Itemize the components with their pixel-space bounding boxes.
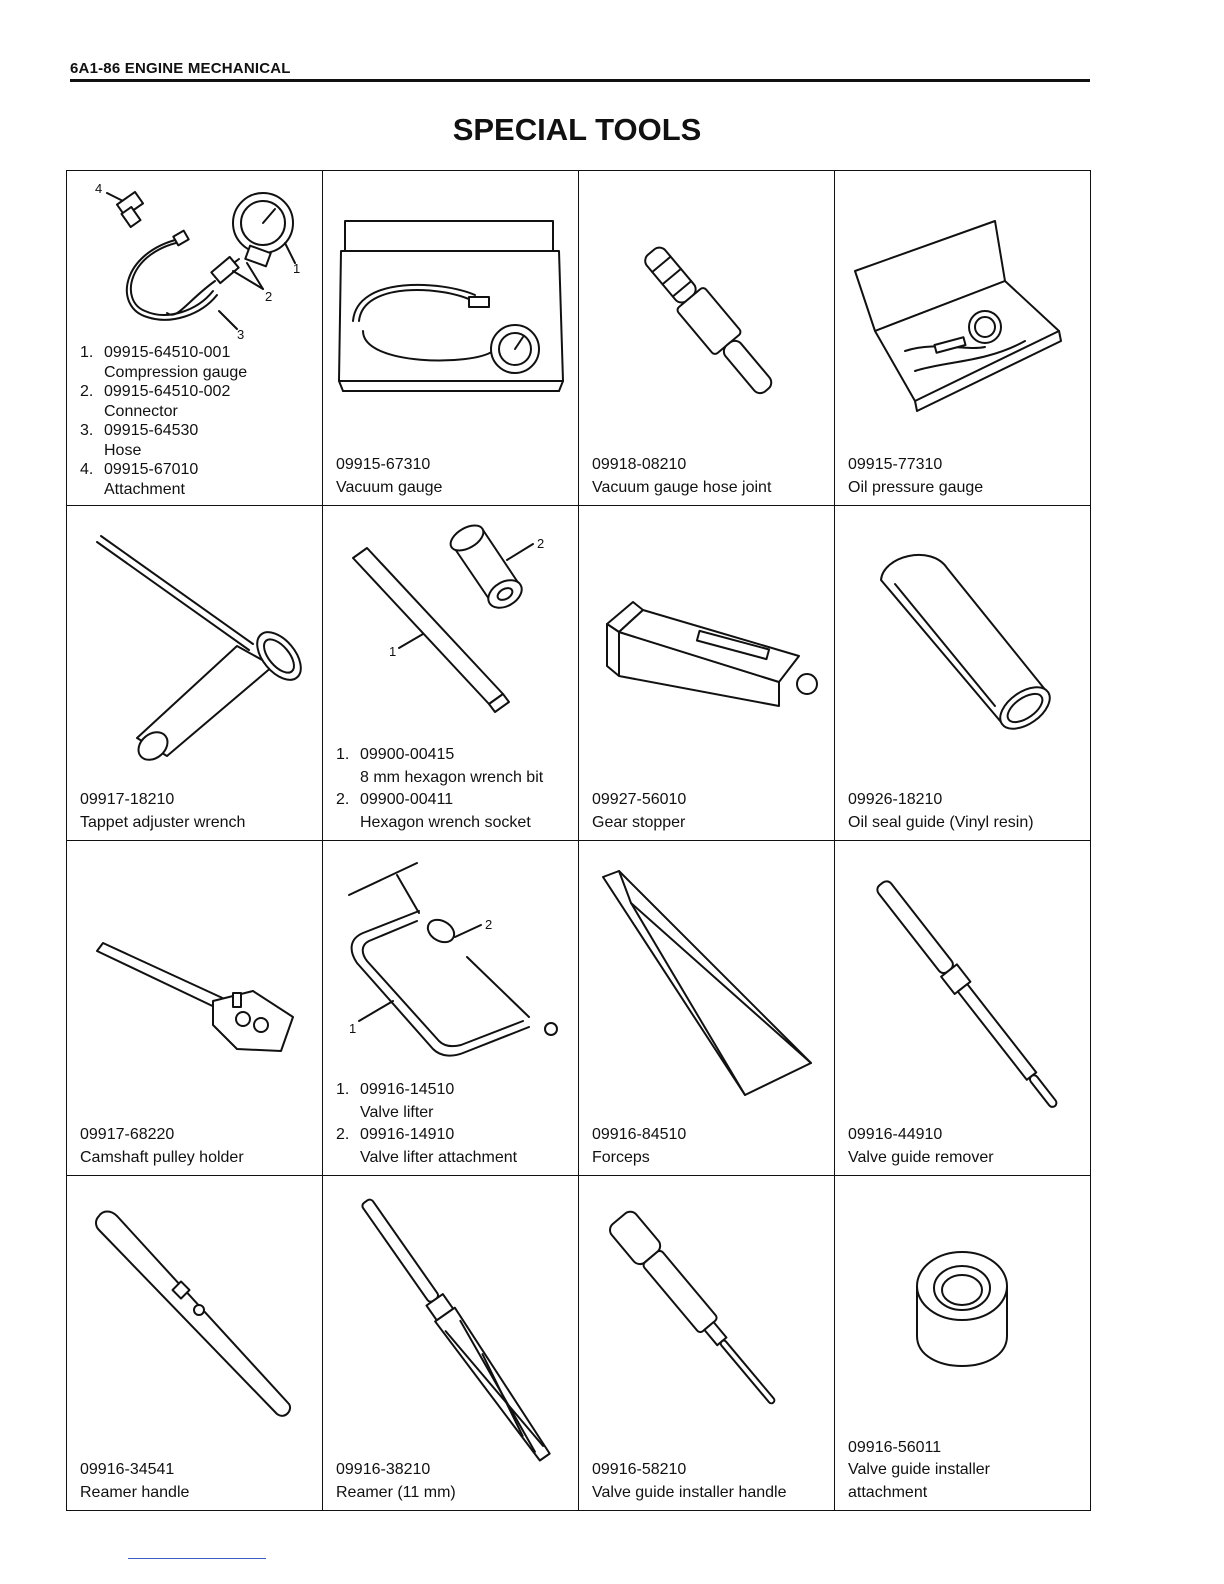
installer-handle-illustration <box>579 1176 833 1476</box>
tool-cell-valve-lifter <box>323 841 579 1176</box>
tool-caption <box>848 1124 1084 1169</box>
tool-code: 09916-34541 <box>80 1461 175 1478</box>
tool-caption <box>80 789 316 834</box>
camshaft-holder-illustration <box>67 841 321 1141</box>
tool-cell-valve-guide-remover <box>835 841 1091 1176</box>
tool-code: 09927-56010 <box>592 791 687 808</box>
tool-caption <box>80 1124 316 1169</box>
tool-name: Oil seal guide (Vinyl resin) <box>848 813 1034 831</box>
tool-cell-installer-attachment <box>835 1176 1091 1511</box>
tool-name: Vacuum gauge hose joint <box>592 478 772 496</box>
tool-name: Valve lifter attachment <box>360 1148 518 1166</box>
tool-caption <box>336 1459 572 1504</box>
tool-code: 09917-18210 <box>80 791 175 808</box>
callout-1: 1 <box>389 644 397 659</box>
tappet-wrench-illustration <box>67 506 321 806</box>
tool-name: Vacuum gauge <box>336 478 443 496</box>
page-header: 6A1-86 ENGINE MECHANICAL <box>70 60 1090 82</box>
tool-name: Reamer (11 mm) <box>336 1483 456 1501</box>
forceps-illustration <box>579 841 833 1141</box>
callout-2: 2 <box>537 536 545 551</box>
hose-joint-illustration <box>579 171 833 471</box>
tool-cell-reamer-handle <box>67 1176 323 1511</box>
tool-code: 09916-44910 <box>848 1126 943 1143</box>
tool-caption <box>592 1124 828 1169</box>
tool-code: 09916-14910 <box>360 1126 455 1143</box>
callout-3: 3 <box>237 327 245 342</box>
tool-name: 8 mm hexagon wrench bit <box>360 768 544 786</box>
tool-caption <box>592 789 828 834</box>
callout-1: 1 <box>349 1021 357 1036</box>
tool-caption <box>80 1459 316 1504</box>
tool-code: 09917-68220 <box>80 1126 175 1143</box>
tool-name: Camshaft pulley holder <box>80 1148 244 1166</box>
tool-name: Tappet adjuster wrench <box>80 813 246 831</box>
callout-1: 1 <box>293 261 301 276</box>
tool-cell-tappet-wrench <box>67 506 323 841</box>
tool-cell-hose-joint <box>579 171 835 506</box>
tool-name: Valve guide installer handle <box>592 1483 787 1501</box>
tool-name: Hexagon wrench socket <box>360 813 531 831</box>
gear-stopper-illustration <box>579 506 833 806</box>
oil-pressure-gauge-illustration <box>835 171 1089 471</box>
tool-cell-camshaft-pulley-holder <box>67 841 323 1176</box>
tool-caption: 1. 09916-14510 Valve lifter 2. 09916-14910 Valve lifter attachment <box>336 1079 572 1169</box>
tool-name: Reamer handle <box>80 1483 190 1501</box>
tool-code: 09915-67310 <box>336 456 431 473</box>
tool-code: 09915-77310 <box>848 456 943 473</box>
tool-caption: 1. 09915-64510-001 Compression gauge 2. 09915-64510-002 Connector 3. 09915-64530 Hose 4. 09915-67010 Attachment <box>80 343 316 499</box>
callout-4: 4 <box>95 181 103 196</box>
tool-caption <box>336 454 572 499</box>
reamer-illustration <box>323 1176 577 1476</box>
tools-table <box>66 170 1091 1511</box>
tool-cell-vacuum-gauge <box>323 171 579 506</box>
tool-cell-compression-gauge <box>67 171 323 506</box>
oil-seal-guide-illustration <box>835 506 1089 806</box>
tool-cell-oil-seal-guide <box>835 506 1091 841</box>
tool-cell-forceps <box>579 841 835 1176</box>
tool-name: Valve guide remover <box>848 1148 994 1166</box>
tool-caption <box>848 1437 1084 1505</box>
tool-code: 09915-64530 <box>104 422 199 439</box>
tool-name: Oil pressure gauge <box>848 478 984 496</box>
tool-name-continued: attachment <box>848 1483 928 1501</box>
tool-code: 09916-56011 <box>848 1438 942 1456</box>
tool-caption <box>848 789 1084 834</box>
tool-name: Gear stopper <box>592 813 686 831</box>
footer-rule <box>128 1558 266 1559</box>
tool-code: 09918-08210 <box>592 456 687 473</box>
tool-name: Valve lifter <box>360 1103 434 1121</box>
tool-caption <box>592 454 828 499</box>
tool-code: 09916-58210 <box>592 1461 687 1478</box>
tool-code: 09900-00411 <box>360 791 454 808</box>
callout-2: 2 <box>485 917 493 932</box>
installer-attachment-illustration <box>835 1176 1089 1476</box>
valve-guide-remover-illustration <box>835 841 1089 1141</box>
tool-cell-hexagon-wrench <box>323 506 579 841</box>
tool-code: 09916-84510 <box>592 1126 687 1143</box>
tool-cell-gear-stopper <box>579 506 835 841</box>
tool-code: 09900-00415 <box>360 746 455 763</box>
tool-caption: 1. 09900-00415 8 mm hexagon wrench bit 2. 09900-00411 Hexagon wrench socket <box>336 744 572 834</box>
tool-cell-installer-handle <box>579 1176 835 1511</box>
tool-caption <box>848 454 1084 499</box>
tool-cell-oil-pressure-gauge <box>835 171 1091 506</box>
tool-caption <box>592 1459 828 1504</box>
tool-code: 09916-14510 <box>360 1081 455 1098</box>
tool-name: Connector <box>104 402 178 420</box>
tool-name: Attachment <box>104 480 185 498</box>
tool-name: Compression gauge <box>104 363 248 381</box>
vacuum-gauge-illustration <box>323 171 577 471</box>
tool-name: Hose <box>104 441 142 459</box>
tool-code: 09915-67010 <box>104 461 199 478</box>
tool-cell-reamer <box>323 1176 579 1511</box>
tool-code: 09915-64510-002 <box>104 383 231 400</box>
callout-2: 2 <box>265 289 273 304</box>
tool-code: 09926-18210 <box>848 791 943 808</box>
tool-name: Valve guide installer <box>848 1461 991 1478</box>
page-title: SPECIAL TOOLS <box>452 112 702 147</box>
tool-name: Forceps <box>592 1148 650 1166</box>
tool-code: 09916-38210 <box>336 1461 431 1478</box>
reamer-handle-illustration <box>67 1176 321 1476</box>
tool-code: 09915-64510-001 <box>104 344 231 361</box>
